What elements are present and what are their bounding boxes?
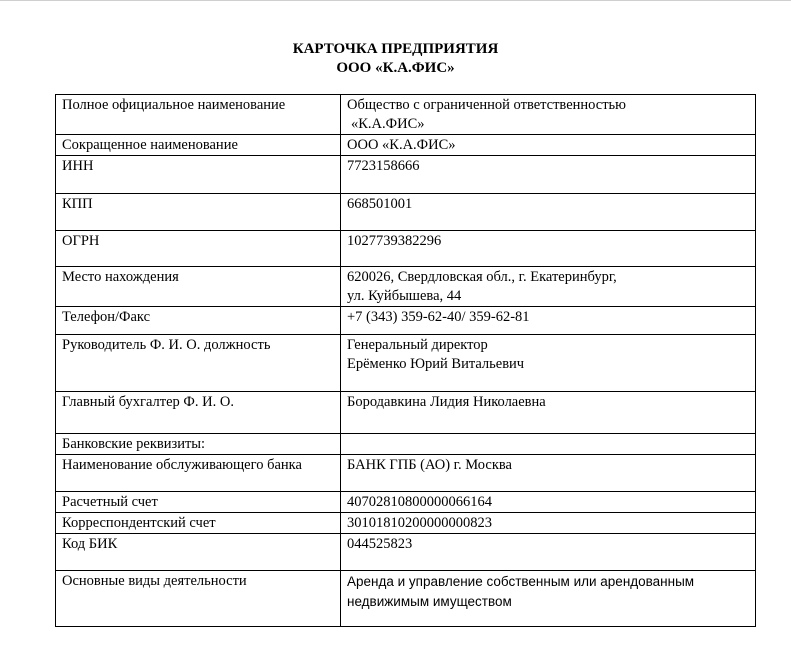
table-row-corr-account — [56, 513, 756, 534]
bik-value: 044525823 — [341, 534, 756, 571]
ogrn-label: ОГРН — [56, 231, 341, 267]
short-name-label: Сокращенное наименование — [56, 135, 341, 156]
corr-account-value: 30101810200000000823 — [341, 513, 756, 534]
kpp-label: КПП — [56, 194, 341, 231]
table-row-short-name — [56, 135, 756, 156]
inn-label: ИНН — [56, 156, 341, 194]
phone-label: Телефон/Факс — [56, 307, 341, 335]
short-name-value: ООО «К.А.ФИС» — [341, 135, 756, 156]
bik-label: Код БИК — [56, 534, 341, 571]
document-title: КАРТОЧКА ПРЕДПРИЯТИЯ — [292, 41, 499, 57]
location-value-line2: ул. Куйбышева, 44 — [347, 288, 462, 304]
table-row-bank-details — [56, 434, 756, 455]
director-label: Руководитель Ф. И. О. должность — [56, 335, 341, 392]
table-row-phone — [56, 307, 756, 335]
page-top-border — [0, 0, 791, 1]
company-card-table — [55, 94, 756, 627]
bank-name-value: БАНК ГПБ (АО) г. Москва — [341, 455, 756, 492]
kpp-value: 668501001 — [341, 194, 756, 231]
director-value — [341, 335, 756, 392]
activities-label: Основные виды деятельности — [56, 571, 341, 627]
location-label: Место нахождения — [56, 267, 341, 307]
table-row-ogrn — [56, 231, 756, 267]
bank-details-label: Банковские реквизиты: — [56, 434, 341, 455]
accountant-value: Бородавкина Лидия Николаевна — [341, 392, 756, 434]
table-row-accountant — [56, 392, 756, 434]
table-row-location — [56, 267, 756, 307]
director-value-line2: Ерёменко Юрий Витальевич — [347, 356, 525, 372]
ogrn-value: 1027739382296 — [341, 231, 756, 267]
bank-name-label: Наименование обслуживающего банка — [56, 455, 341, 492]
table-row-inn — [56, 156, 756, 194]
activities-value — [341, 571, 756, 627]
bank-details-value — [341, 434, 756, 455]
full-name-label: Полное официальное наименование — [56, 95, 341, 135]
activities-value-line1: Аренда и управление собственным или арендованным — [347, 574, 695, 589]
document-subtitle: ООО «К.А.ФИС» — [336, 60, 455, 76]
phone-value: +7 (343) 359-62-40/ 359-62-81 — [341, 307, 756, 335]
full-name-value — [341, 95, 756, 135]
table-row-bik — [56, 534, 756, 571]
table-row-kpp — [56, 194, 756, 231]
inn-value: 7723158666 — [341, 156, 756, 194]
table-row-account — [56, 492, 756, 513]
accountant-label: Главный бухгалтер Ф. И. О. — [56, 392, 341, 434]
table-row-activities — [56, 571, 756, 627]
location-value — [341, 267, 756, 307]
full-name-value-line1: Общество с ограниченной ответственностью — [347, 97, 626, 113]
table-row-full-name — [56, 95, 756, 135]
activities-value-line2: недвижимым имуществом — [347, 594, 512, 609]
director-value-line1: Генеральный директор — [347, 337, 488, 353]
corr-account-label: Корреспондентский счет — [56, 513, 341, 534]
full-name-value-line2: «К.А.ФИС» — [351, 116, 425, 132]
table-row-bank-name — [56, 455, 756, 492]
account-label: Расчетный счет — [56, 492, 341, 513]
account-value: 40702810800000066164 — [341, 492, 756, 513]
table-row-director — [56, 335, 756, 392]
location-value-line1: 620026, Свердловская обл., г. Екатеринбург, — [347, 269, 617, 285]
